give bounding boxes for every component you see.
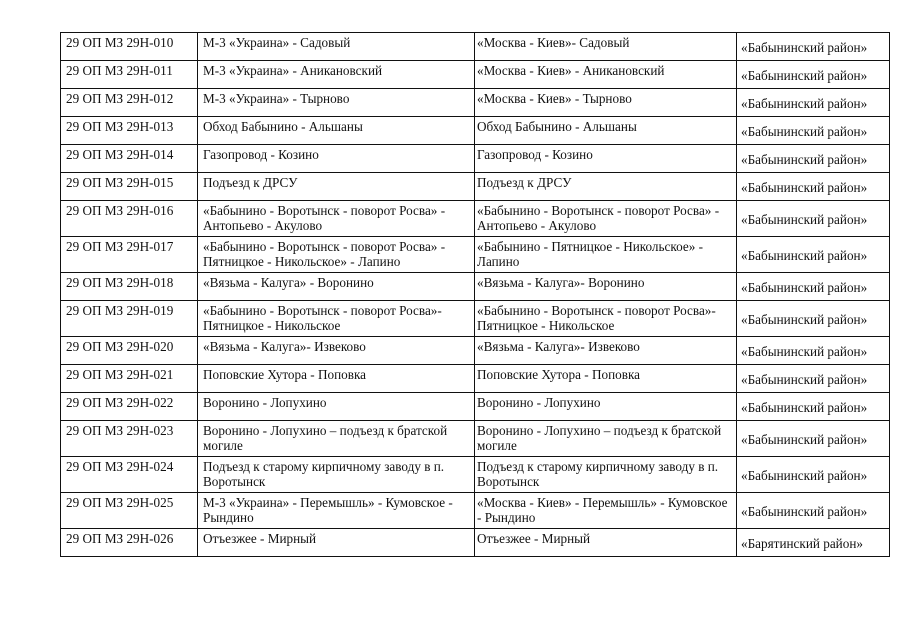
road-name-cell: Воронино - Лопухино <box>198 393 475 421</box>
table-row <box>61 237 890 273</box>
road-route-cell: «Вязьма - Калуга»- Воронино <box>475 273 737 301</box>
road-name-cell: Поповские Хутора - Поповка <box>198 365 475 393</box>
road-route-cell: «Москва - Киев»- Садовый <box>475 33 737 61</box>
roads-table <box>60 32 890 557</box>
table-row <box>61 117 890 145</box>
road-route-cell: «Бабынино - Воротынск - поворот Росва» - Антопьево - Акулово <box>475 201 737 237</box>
road-id-cell: 29 ОП МЗ 29Н-016 <box>61 201 198 237</box>
table-row <box>61 457 890 493</box>
road-route-cell: Газопровод - Козино <box>475 145 737 173</box>
road-id-cell: 29 ОП МЗ 29Н-019 <box>61 301 198 337</box>
road-name-cell: Воронино - Лопухино – подъезд к братской могиле <box>198 421 475 457</box>
road-id-cell: 29 ОП МЗ 29Н-010 <box>61 33 198 61</box>
road-id-cell: 29 ОП МЗ 29Н-024 <box>61 457 198 493</box>
road-id-cell: 29 ОП МЗ 29Н-021 <box>61 365 198 393</box>
road-id-cell: 29 ОП МЗ 29Н-017 <box>61 237 198 273</box>
road-route-cell: Воронино - Лопухино – подъезд к братской могиле <box>475 421 737 457</box>
road-id-cell: 29 ОП МЗ 29Н-020 <box>61 337 198 365</box>
district-cell: «Бабынинский район» <box>737 337 890 365</box>
road-route-cell: «Москва - Киев» - Тырново <box>475 89 737 117</box>
road-name-cell: Отъезжее - Мирный <box>198 529 475 557</box>
table-row <box>61 145 890 173</box>
table-row <box>61 201 890 237</box>
road-id-cell: 29 ОП МЗ 29Н-025 <box>61 493 198 529</box>
road-route-cell: Воронино - Лопухино <box>475 393 737 421</box>
road-id-cell: 29 ОП МЗ 29Н-023 <box>61 421 198 457</box>
district-cell: «Бабынинский район» <box>737 173 890 201</box>
road-id-cell: 29 ОП МЗ 29Н-015 <box>61 173 198 201</box>
road-name-cell: «Бабынино - Воротынск - поворот Росва» - Антопьево - Акулово <box>198 201 475 237</box>
road-route-cell: Обход Бабынино - Альшаны <box>475 117 737 145</box>
district-cell: «Бабынинский район» <box>737 117 890 145</box>
road-name-cell: Подъезд к ДРСУ <box>198 173 475 201</box>
district-cell: «Бабынинский район» <box>737 61 890 89</box>
district-cell: «Бабынинский район» <box>737 273 890 301</box>
district-cell: «Бабынинский район» <box>737 421 890 457</box>
road-route-cell: Подъезд к старому кирпичному заводу в п. Воротынск <box>475 457 737 493</box>
table-row <box>61 173 890 201</box>
district-cell: «Бабынинский район» <box>737 201 890 237</box>
road-name-cell: Обход Бабынино - Альшаны <box>198 117 475 145</box>
district-cell: «Бабынинский район» <box>737 145 890 173</box>
road-name-cell: Подъезд к старому кирпичному заводу в п. Воротынск <box>198 457 475 493</box>
road-route-cell: «Москва - Киев» - Аникановский <box>475 61 737 89</box>
table-row <box>61 273 890 301</box>
road-id-cell: 29 ОП МЗ 29Н-026 <box>61 529 198 557</box>
table-row <box>61 529 890 557</box>
road-id-cell: 29 ОП МЗ 29Н-022 <box>61 393 198 421</box>
table-row <box>61 421 890 457</box>
table-row <box>61 301 890 337</box>
district-cell: «Бабынинский район» <box>737 365 890 393</box>
district-cell: «Бабынинский район» <box>737 89 890 117</box>
road-name-cell: М-3 «Украина» - Аникановский <box>198 61 475 89</box>
table-row <box>61 337 890 365</box>
road-route-cell: «Бабынино - Пятницкое - Никольское» - Лапино <box>475 237 737 273</box>
road-route-cell: «Бабынино - Воротынск - поворот Росва»- Пятницкое - Никольское <box>475 301 737 337</box>
road-route-cell: «Москва - Киев» - Перемышль» - Кумовское - Рындино <box>475 493 737 529</box>
road-name-cell: М-3 «Украина» - Садовый <box>198 33 475 61</box>
table-row <box>61 33 890 61</box>
road-id-cell: 29 ОП МЗ 29Н-011 <box>61 61 198 89</box>
road-route-cell: Подъезд к ДРСУ <box>475 173 737 201</box>
table-row <box>61 89 890 117</box>
road-name-cell: М-3 «Украина» - Тырново <box>198 89 475 117</box>
table-row <box>61 365 890 393</box>
district-cell: «Барятинский район» <box>737 529 890 557</box>
road-route-cell: «Вязьма - Калуга»- Извеково <box>475 337 737 365</box>
table-row <box>61 493 890 529</box>
road-id-cell: 29 ОП МЗ 29Н-013 <box>61 117 198 145</box>
district-cell: «Бабынинский район» <box>737 301 890 337</box>
district-cell: «Бабынинский район» <box>737 33 890 61</box>
road-name-cell: «Бабынино - Воротынск - поворот Росва»- Пятницкое - Никольское <box>198 301 475 337</box>
road-name-cell: «Бабынино - Воротынск - поворот Росва» - Пятницкое - Никольское» - Лапино <box>198 237 475 273</box>
road-id-cell: 29 ОП МЗ 29Н-012 <box>61 89 198 117</box>
road-name-cell: «Вязьма - Калуга» - Воронино <box>198 273 475 301</box>
district-cell: «Бабынинский район» <box>737 393 890 421</box>
road-route-cell: Отъезжее - Мирный <box>475 529 737 557</box>
district-cell: «Бабынинский район» <box>737 237 890 273</box>
table-row <box>61 61 890 89</box>
road-name-cell: М-3 «Украина» - Перемышль» - Кумовское - Рындино <box>198 493 475 529</box>
district-cell: «Бабынинский район» <box>737 493 890 529</box>
table-row <box>61 393 890 421</box>
road-route-cell: Поповские Хутора - Поповка <box>475 365 737 393</box>
road-name-cell: «Вязьма - Калуга»- Извеково <box>198 337 475 365</box>
road-id-cell: 29 ОП МЗ 29Н-018 <box>61 273 198 301</box>
road-id-cell: 29 ОП МЗ 29Н-014 <box>61 145 198 173</box>
road-name-cell: Газопровод - Козино <box>198 145 475 173</box>
district-cell: «Бабынинский район» <box>737 457 890 493</box>
